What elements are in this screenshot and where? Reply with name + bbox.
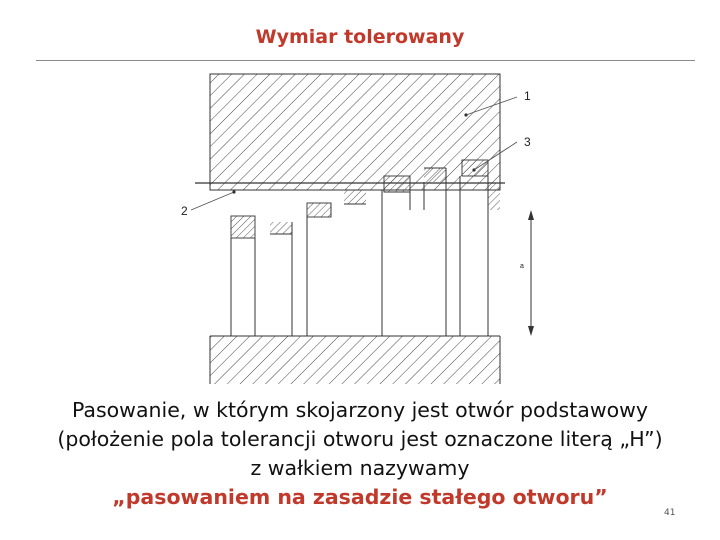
hole-body	[210, 74, 500, 190]
shaft-3	[307, 203, 331, 336]
label-3: 3	[524, 135, 531, 149]
caption-line-1: Pasowanie, w którym skojarzony jest otwór podstawowy	[71, 398, 649, 422]
shaft-2	[270, 222, 292, 336]
caption	[0, 396, 720, 512]
dimension-arrow	[528, 210, 534, 336]
slide-title: Wymiar tolerowany	[255, 26, 465, 48]
shaft-6	[424, 168, 446, 336]
shaft-1	[231, 216, 255, 336]
label-1: 1	[524, 89, 531, 103]
shaft-4	[344, 190, 382, 336]
page-number: 41	[664, 508, 676, 518]
caption-highlight: „pasowaniem na zasadzie stałego otworu”	[112, 485, 608, 509]
caption-line-2: (położenie pola tolerancji otworu jest oznaczone literą „H”)	[57, 427, 663, 451]
label-2: 2	[181, 204, 188, 218]
shaft-5	[384, 176, 410, 210]
caption-line-3: z wałkiem nazywamy	[250, 456, 470, 480]
lower-body	[210, 336, 500, 384]
label-dimension: a	[520, 263, 524, 270]
